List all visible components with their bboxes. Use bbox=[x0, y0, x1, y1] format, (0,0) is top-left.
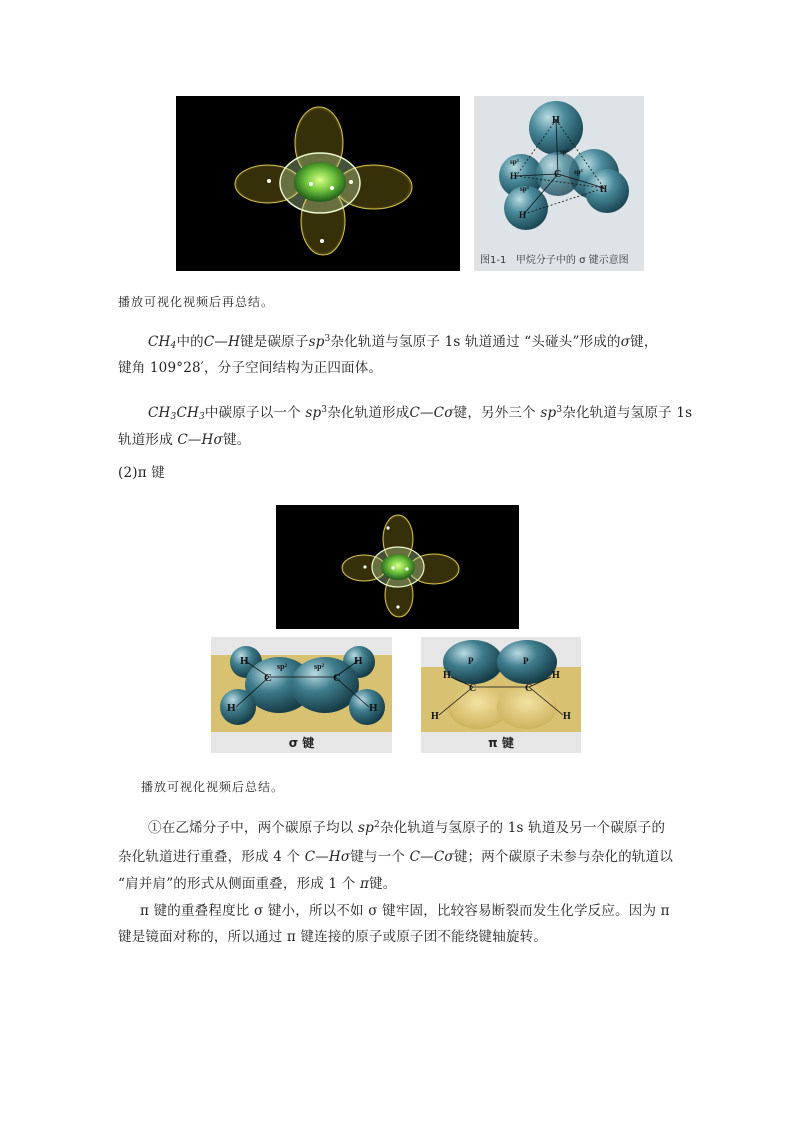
p3-bond1: C—Hσ bbox=[304, 849, 351, 865]
methane-sigma-bond-figure bbox=[474, 96, 644, 271]
p1-text3: 杂化轨道与氢原子 bbox=[330, 334, 441, 350]
p3-sp: sp bbox=[358, 820, 374, 836]
figure1-label-h-bottom: H bbox=[519, 210, 527, 220]
p2-sp: sp bbox=[305, 405, 322, 421]
paragraph-pi-property-line2: 键是镜面对称的，所以通过 π 键连接的原子或原子团不能绕键轴旋转。 bbox=[118, 929, 548, 945]
p3-count-1: 1 bbox=[328, 876, 338, 892]
ethylene-orbital-illustration bbox=[276, 505, 519, 629]
figure1-label-c: C bbox=[554, 169, 562, 180]
p2-molecule: $CH_3CH_3$ bbox=[148, 405, 205, 422]
p2-text3: 键，另外三个 bbox=[453, 405, 536, 421]
sigma-label-sp2-right: sp² bbox=[314, 662, 324, 671]
ethylene-sigma-bond-figure bbox=[211, 637, 392, 753]
paragraph-ethylene-line2 bbox=[118, 845, 673, 870]
paragraph-ethane-line1 bbox=[148, 401, 692, 426]
p2-text2: 杂化轨道形成 bbox=[327, 405, 410, 421]
paragraph-ethane-line2 bbox=[118, 428, 250, 453]
ethylene-orbital-video-frame bbox=[276, 505, 519, 629]
sigma-label-c-right: C bbox=[333, 672, 341, 684]
figure1-label-sp3-left: sp³ bbox=[510, 158, 519, 166]
p2-bond1: C—Cσ bbox=[409, 405, 454, 421]
pi-label-h-tl: H bbox=[443, 670, 451, 681]
p2-line2a: 轨道形成 bbox=[118, 432, 173, 448]
pi-label-c-right: C bbox=[525, 683, 533, 694]
p3-line1a: ①在乙烯分子中，两个碳原子均以 bbox=[148, 820, 354, 836]
sigma-label-h-tl: H bbox=[240, 655, 249, 667]
sigma-label-c-left: C bbox=[264, 672, 272, 684]
p1-sigma: σ bbox=[620, 334, 631, 350]
pi-label-h-tr: H bbox=[552, 670, 560, 681]
p2-bond2: C—Hσ bbox=[177, 432, 223, 448]
p3-line1b: 杂化轨道与氢原子的 bbox=[379, 820, 504, 836]
ethylene-pi-diagram bbox=[421, 637, 581, 732]
p1-text2: 键是碳原子 bbox=[240, 334, 309, 350]
figure1-caption-text: 甲烷分子中的 σ 键示意图 bbox=[515, 255, 629, 266]
p3-line2a: 杂化轨道进行重叠，形成 bbox=[118, 849, 269, 865]
sigma-label-h-bl: H bbox=[227, 702, 236, 714]
p3-orbital: 1s bbox=[507, 820, 524, 836]
p3-pi: π bbox=[360, 876, 370, 892]
p2-sp-sup: 3 bbox=[321, 405, 328, 415]
pi-label-h-bl: H bbox=[431, 711, 439, 722]
sigma-label-h-tr: H bbox=[354, 655, 363, 667]
sigma-bond-caption: σ 键 bbox=[288, 736, 315, 750]
p2-orbital: 1s bbox=[676, 405, 693, 421]
figure1-label-sp3-right: sp³ bbox=[574, 168, 583, 176]
p3-line3b: 个 bbox=[341, 876, 356, 892]
p3-line2d: 键；两个碳原子未参与杂化的轨道以 bbox=[453, 849, 674, 865]
p1-bond: C—H bbox=[203, 334, 241, 350]
p3-sp-sup: 2 bbox=[373, 820, 380, 830]
figure1-label-sp3-top: sp³ bbox=[560, 148, 569, 156]
p1-sp: sp bbox=[308, 334, 325, 350]
p2-sp2: sp bbox=[540, 405, 557, 421]
p2-sp2-sup: 3 bbox=[556, 405, 563, 415]
methane-tetrahedron-diagram bbox=[474, 96, 644, 246]
p1-text5: 键， bbox=[630, 334, 658, 350]
p1-text1: 中的 bbox=[176, 334, 204, 350]
pi-bond-caption: π 键 bbox=[488, 736, 514, 750]
p3-line1c: 轨道及另一个碳原子的 bbox=[528, 820, 666, 836]
paragraph-ethylene-line3 bbox=[118, 872, 397, 897]
p2-text1: 中碳原子以一个 bbox=[204, 405, 301, 421]
pi-label-c-left: C bbox=[469, 683, 477, 694]
ethylene-sigma-diagram bbox=[211, 637, 392, 732]
methane-orbital-illustration bbox=[176, 96, 460, 271]
pi-label-h-br: H bbox=[563, 711, 571, 722]
sigma-label-sp2-left: sp² bbox=[277, 662, 287, 671]
p1-orbital: 1s bbox=[444, 334, 461, 350]
methane-orbital-video-frame bbox=[176, 96, 460, 271]
figure1-label-sp3-lower: sp³ bbox=[520, 185, 529, 193]
figure1-caption bbox=[480, 251, 629, 266]
p1-sp-sup: 3 bbox=[324, 334, 331, 344]
p3-bond2: C—Cσ bbox=[409, 849, 454, 865]
p1-molecule: $CH_4$ bbox=[148, 334, 177, 351]
figure1-caption-number: 图1-1 bbox=[480, 255, 507, 266]
section-heading-pi-bond: (2)π 键 bbox=[118, 465, 165, 481]
paragraph-pi-property-line1: π 键的重叠程度比 σ 键小，所以不如 σ 键牢固，比较容易断裂而发生化学反应。因为 π bbox=[140, 903, 670, 919]
figure1-label-h-right: H bbox=[600, 184, 608, 194]
p2-line2b: 键。 bbox=[222, 432, 251, 448]
paragraph-ch4-line1 bbox=[148, 330, 658, 355]
figure1-label-h-left: H bbox=[510, 171, 518, 181]
p3-count-4: 4 bbox=[273, 849, 282, 865]
p2-text4: 杂化轨道与氢原子 bbox=[562, 405, 672, 421]
p3-line3c: 键。 bbox=[369, 876, 397, 892]
p1-text4: 轨道通过 “头碰头”形成的 bbox=[465, 334, 621, 350]
p3-line2c: 键与一个 bbox=[350, 849, 406, 865]
paragraph-ch4-line2: 键角 109°28′，分子空间结构为正四面体。 bbox=[118, 360, 383, 376]
video-note-2: 播放可视化视频后总结。 bbox=[141, 780, 285, 794]
p3-line2b: 个 bbox=[286, 849, 301, 865]
figure1-label-h-top: H bbox=[552, 115, 560, 126]
sigma-label-h-br: H bbox=[369, 702, 378, 714]
paragraph-ethylene-line1 bbox=[148, 816, 665, 841]
ethylene-pi-bond-figure bbox=[421, 637, 581, 753]
p3-line3a: “肩并肩”的形式从侧面重叠，形成 bbox=[118, 876, 325, 892]
video-note-1: 播放可视化视频后再总结。 bbox=[118, 295, 275, 309]
pi-label-p-right: P bbox=[523, 656, 529, 666]
pi-label-p-left: P bbox=[468, 656, 474, 666]
